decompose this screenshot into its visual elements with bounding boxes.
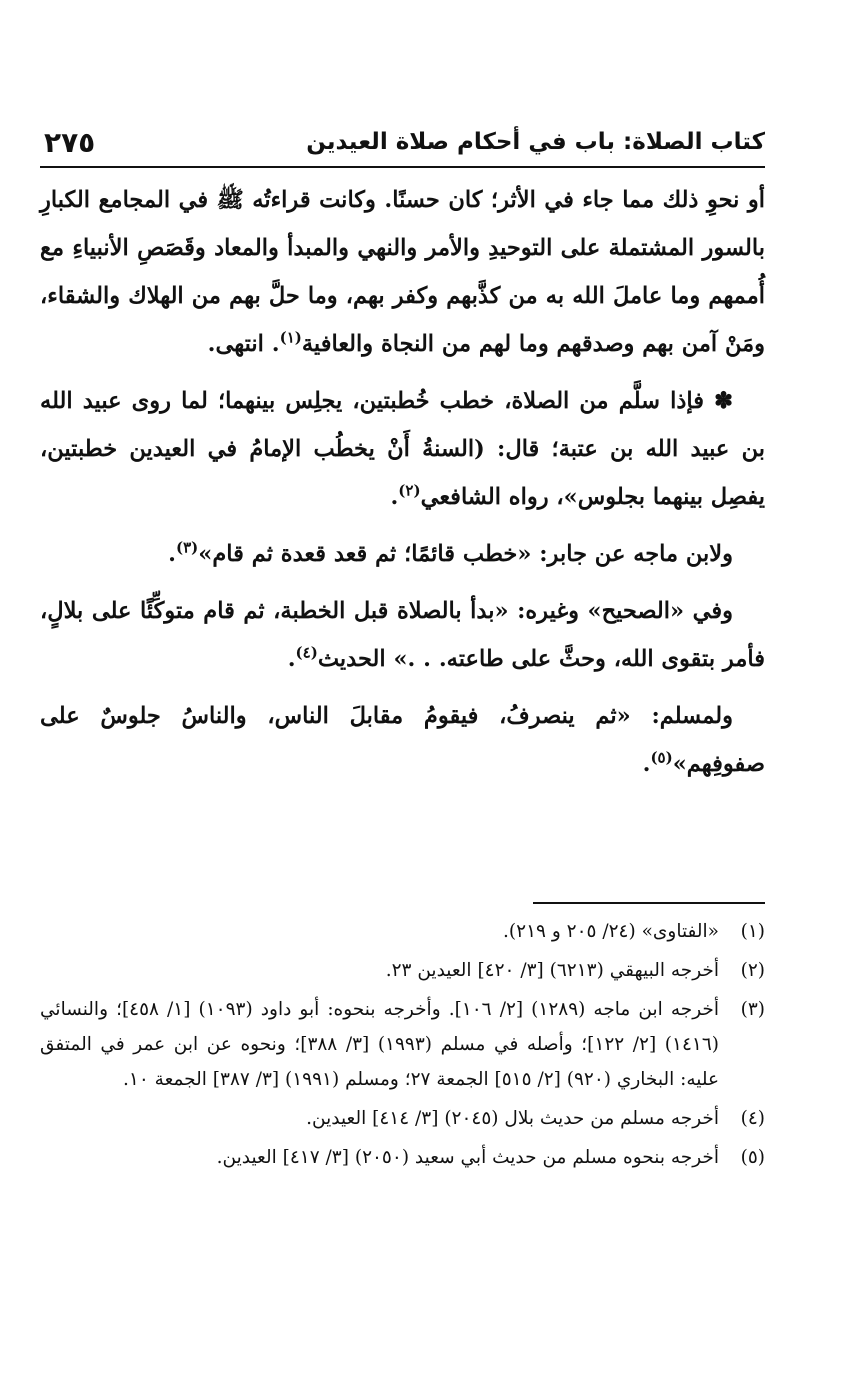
footnote-number: (٣) xyxy=(740,999,765,1020)
running-header xyxy=(44,118,765,166)
paragraph-text: . xyxy=(642,751,651,777)
paragraph-text: ولمسلم: «ثم ينصرفُ، فيقومُ مقابلَ الناس، والناسُ جلوسٌ على صفوفِهم» xyxy=(40,703,765,777)
paragraph-text: وفي «الصحيح» وغيره: «بدأ بالصلاة قبل الخطبة، ثم قام متوكِّئًا على بلالٍ، فأمر بتقوى الله، وحثَّ على طاعته. . .» الحديث xyxy=(40,598,765,672)
main-text xyxy=(40,176,765,788)
footnote-ref-4: (٤) xyxy=(295,643,318,662)
paragraph-5 xyxy=(40,692,765,788)
footnote-number: (١) xyxy=(740,921,765,942)
footnote-ref-1: (١) xyxy=(279,328,302,347)
paragraph-text: . xyxy=(168,541,176,567)
footnote-ref-5: (٥) xyxy=(650,748,673,767)
paragraph-text: . xyxy=(390,484,399,510)
paragraph-4 xyxy=(40,587,765,683)
footnote-text: أخرجه ابن ماجه (١٢٨٩) [٢/ ١٠٦]. وأخرجه بنحوه: أبو داود (١٠٩٣) [١/ ٤٥٨]؛ والنسائي (١٤١٦) [٢/ ١٢٢]؛ وأصله في مسلم (١٩٩٣) [٣/ ٣٨٨]؛ ونحوه عن ابن عمر في المتفق عليه: البخاري (٩٢٠) [٢/ ٥١٥] الجمعة ٢٧؛ ومسلم (١٩٩١) [٣/ ٣٨٧] الجمعة ١٠. xyxy=(40,999,719,1090)
paragraph-2 xyxy=(40,377,765,521)
footnote-ref-2: (٢) xyxy=(398,481,421,500)
footnote-5 xyxy=(40,1140,765,1175)
footnote-4 xyxy=(40,1101,765,1136)
paragraph-text: أو نحوِ ذلك مما جاء في الأثر؛ كان حسنًا. وكانت قراءتُه ﷺ في المجامع الكبارِ بالسور المشتملة على التوحيدِ والأمر والنهي والمبدأ والمعاد وقَصَصِ الأنبياءِ مع أُممهم وما عاملَ الله به من كذَّبهم وكفر بهم، وما حلَّ بهم من الهلاك والشقاء، ومَنْ آمن بهم وصدقهم وما لهم من النجاة والعافية xyxy=(40,187,765,357)
paragraph-3 xyxy=(40,530,765,578)
footnote-text: أخرجه مسلم من حديث بلال (٢٠٤٥) [٣/ ٤١٤] العيدين. xyxy=(306,1108,719,1129)
footnote-text: أخرجه البيهقي (٦٢١٣) [٣/ ٤٢٠] العيدين ٢٣. xyxy=(385,960,719,981)
footnote-1 xyxy=(40,914,765,949)
footnote-3 xyxy=(40,992,765,1097)
footnote-text: «الفتاوى» (٢٤/ ٢٠٥ و ٢١٩). xyxy=(503,921,719,942)
footnote-2 xyxy=(40,953,765,988)
footnote-ref-3: (٣) xyxy=(176,538,199,557)
footnote-number: (٢) xyxy=(740,960,765,981)
paragraph-text: ولابن ماجه عن جابر: «خطب قائمًا؛ ثم قعد قعدة ثم قام» xyxy=(198,541,733,567)
footnote-text: أخرجه بنحوه مسلم من حديث أبي سعيد (٢٠٥٠) [٣/ ٤١٧] العيدين. xyxy=(216,1147,719,1168)
paragraph-text: . xyxy=(287,646,296,672)
chapter-title: كتاب الصلاة: باب في أحكام صلاة العيدين xyxy=(306,129,765,155)
paragraph-text: ✽ فإذا سلَّم من الصلاة، خطب خُطبتين، يجلِس بينهما؛ لما روى عبيد الله بن عبيد الله بن عتبة؛ قال: (السنةُ أَنْ يخطُب الإمامُ في العيدين خطبتين، يفصِل بينهما بجلوس»، رواه الشافعي xyxy=(40,388,765,510)
page-number: ٢٧٥ xyxy=(44,125,96,159)
paragraph-1 xyxy=(40,176,765,368)
footnote-separator xyxy=(533,902,765,904)
footnote-number: (٤) xyxy=(740,1108,765,1129)
footnote-number: (٥) xyxy=(740,1147,765,1168)
header-rule xyxy=(40,166,765,168)
paragraph-text: . انتهى. xyxy=(207,331,280,357)
footnotes xyxy=(40,914,765,1179)
